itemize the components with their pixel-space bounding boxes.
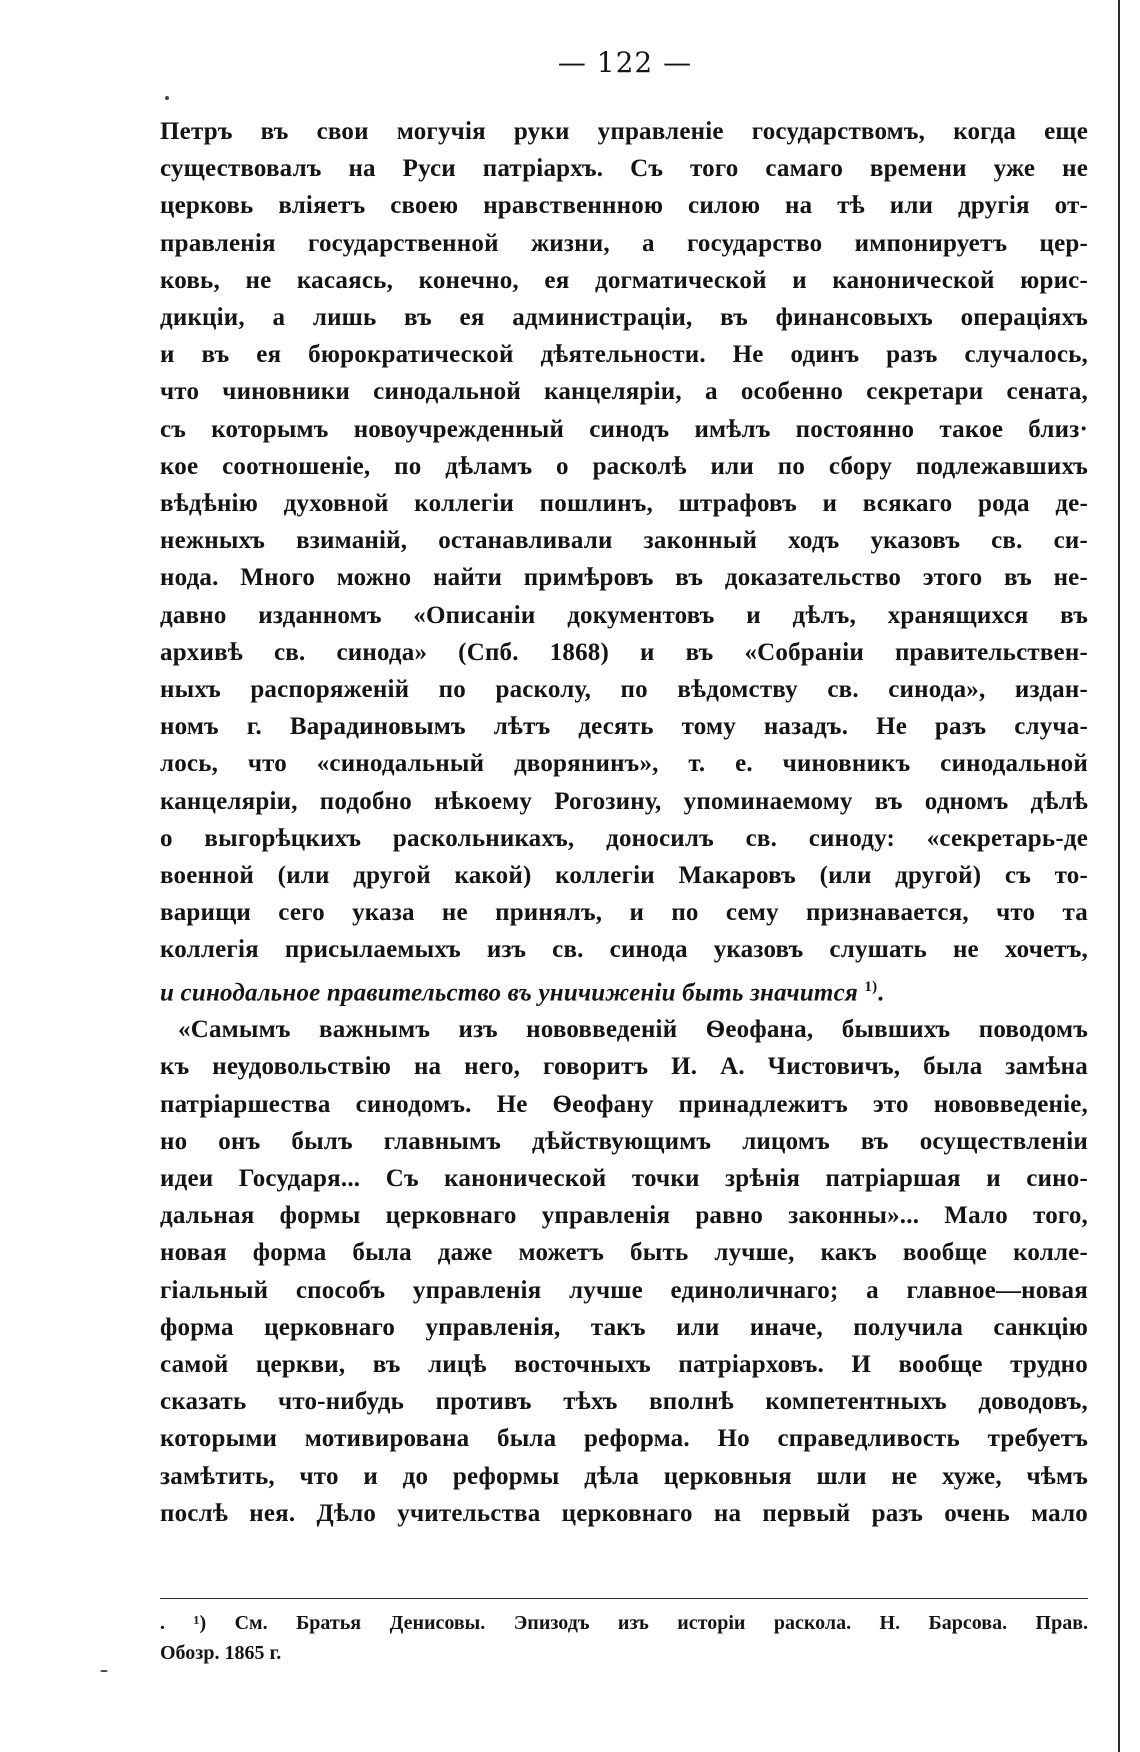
text-line: ковь, не касаясь, конечно, ея догматической и канонической юрис-	[160, 266, 1088, 294]
scan-speck	[165, 96, 169, 100]
text-line: церковь вліяетъ своею нравственнною силою на тѣ или другія от-	[160, 192, 1088, 220]
footnote-divider	[160, 1598, 1088, 1599]
scan-speck	[100, 1670, 108, 1672]
text-line: канцеляріи, подобно нѣкоему Рогозину, упоминаемому въ одномъ дѣлѣ	[160, 787, 1088, 815]
page-number: — 122 —	[557, 46, 693, 79]
text-line: самой церкви, въ лицѣ восточныхъ патріарховъ. И вообще трудно	[160, 1351, 1088, 1379]
text-line: дальная формы церковнаго управленія равно законны»... Мало того,	[160, 1202, 1088, 1230]
text-line: архивѣ св. синода» (Спб. 1868) и въ «Собраніи правительствен-	[160, 638, 1088, 666]
text-line: лось, что «синодальный дворянинъ», т. е. чиновникъ синодальной	[160, 750, 1088, 778]
footnote-text-1: См. Братья Денисовы. Эпизодъ изъ исторіи раскола. Н. Барсова. Прав.	[234, 1612, 1088, 1634]
text-line: о выгорѣцкихъ раскольникахъ, доносилъ св. синоду: «секретарь-де	[160, 824, 1088, 852]
text-line: существовалъ на Руси патріархъ. Съ того самаго времени уже не	[160, 155, 1088, 183]
footnote-line-2: Обозр. 1865 г.	[160, 1642, 282, 1664]
page-edge-line	[1118, 0, 1120, 1752]
italic-quote: и синодальное правительство въ уничиженіи быть значится	[160, 979, 858, 1006]
text-line: съ которымъ новоучрежденный синодъ имѣлъ постоянно такое близ·	[160, 415, 1088, 443]
text-line: Петръ въ свои могучія руки управленіе государствомъ, когда еще	[160, 118, 1088, 145]
footnote-marker: ¹)	[193, 1612, 207, 1634]
italic-quote-line	[160, 969, 1088, 1012]
text-line: «Самымъ важнымъ изъ нововведеній Ѳеофана, бывшихъ поводомъ	[178, 1016, 1088, 1044]
text-line: номъ г. Варадиновымъ лѣтъ десять тому назадъ. Не разъ случа-	[160, 713, 1088, 741]
text-line: давно изданномъ «Описаніи документовъ и дѣлъ, хранящихся въ	[160, 601, 1088, 629]
text-line: форма церковнаго управленія, такъ или иначе, получила санкцію	[160, 1313, 1088, 1341]
text-line: но онъ былъ главнымъ дѣйствующимъ лицомъ въ осуществленіи	[160, 1127, 1088, 1155]
text-line: замѣтить, что и до реформы дѣла церковныя шли не хуже, чѣмъ	[160, 1462, 1088, 1490]
text-line: идеи Государя... Съ канонической точки зрѣнія патріаршая и сино-	[160, 1165, 1088, 1193]
text-line: патріаршества синодомъ. Не Ѳеофану принадлежитъ это нововведеніе,	[160, 1090, 1088, 1118]
text-line: ныхъ распоряженій по расколу, по вѣдомству св. синода», издан-	[160, 676, 1088, 704]
text-line: кое соотношеніе, по дѣламъ о расколѣ или по сбору подлежавшихъ	[160, 452, 1088, 480]
text-line: нежныхъ взиманій, останавливали законный ходъ указовъ св. си-	[160, 527, 1088, 555]
text-line: гіальный способъ управленія лучше единоличнаго; а главное—новая	[160, 1276, 1088, 1304]
text-line: коллегія присылаемыхъ изъ св. синода указовъ слушать не хочетъ,	[160, 936, 1088, 964]
text-line: военной (или другой какой) коллегіи Макаровъ (или другой) съ то-	[160, 862, 1088, 890]
footnote-line-1: . ¹) См. Братья Денисовы. Эпизодъ изъ исторіи раскола. Н. Барсова. Прав.	[160, 1612, 1088, 1634]
text-line: что чиновники синодальной канцеляріи, а особенно секретари сената,	[160, 378, 1088, 406]
footnote-reference: 1)	[864, 978, 878, 995]
text-line: и въ ея бюрократической дѣятельности. Не одинъ разъ случалось,	[160, 341, 1088, 369]
text-line: вѣдѣнію духовной коллегіи пошлинъ, штрафовъ и всякаго рода де-	[160, 490, 1088, 518]
text-line: послѣ нея. Дѣло учительства церковнаго на первый разъ очень мало	[160, 1499, 1088, 1527]
text-line: варищи сего указа не принялъ, и по сему признавается, что та	[160, 899, 1088, 927]
text-line: нода. Много можно найти примѣровъ въ доказательство этого въ не-	[160, 564, 1088, 592]
text-line: новая форма была даже можетъ быть лучше, какъ вообще колле-	[160, 1239, 1088, 1267]
sentence-end: .	[877, 979, 884, 1006]
text-line: правленія государственной жизни, а государство импонируетъ цер-	[160, 229, 1088, 257]
text-line: къ неудовольствію на него, говоритъ И. А. Чистовичъ, была замѣна	[160, 1053, 1088, 1081]
text-line: сказать что-нибудь противъ тѣхъ вполнѣ компетентныхъ доводовъ,	[160, 1388, 1088, 1416]
body-text	[160, 113, 1088, 1532]
text-line: дикціи, а лишь въ ея администраціи, въ финансовыхъ операціяхъ	[160, 304, 1088, 332]
footnote	[160, 1608, 1088, 1668]
text-line: которыми мотивирована была реформа. Но справедливость требуетъ	[160, 1425, 1088, 1453]
